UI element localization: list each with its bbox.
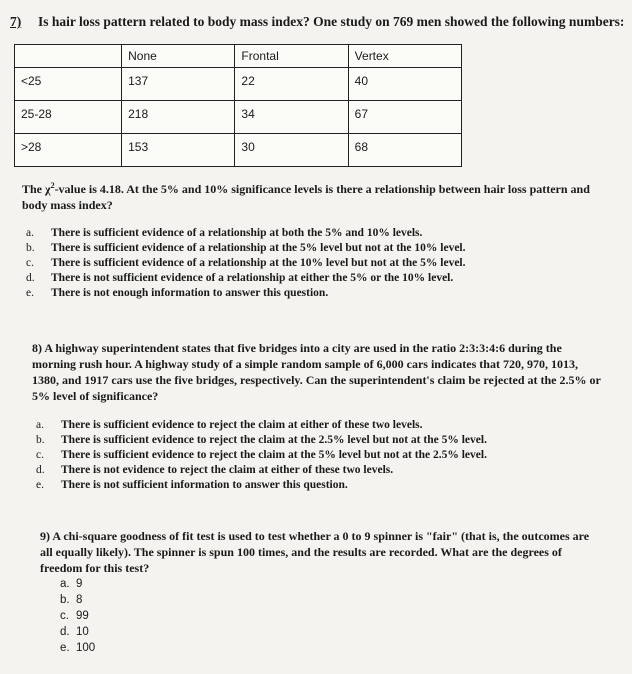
option-letter: c. — [60, 610, 69, 622]
option-text: There is sufficient evidence of a relationship at the 5% level but not at the 10% level. — [51, 242, 466, 254]
q8-option-a[interactable] — [36, 418, 487, 433]
q8-option-c[interactable] — [36, 448, 487, 463]
q8-question: 8) A highway superintendent states that five bridges into a city are used in the ratio 2:3:3:4:6 during the morning rush hour. A highway study of a simple random sample of 6,000 cars indicates that 720, 970, 1013, 1380, and 1917 cars use the five bridges, respectively. Can the superintendent's claim be rejected at the 2.5% or 5% level of significance? — [32, 341, 601, 403]
q7-option-d[interactable] — [26, 271, 466, 286]
table-cell: 218 — [122, 101, 235, 134]
q8-option-b[interactable] — [36, 433, 487, 448]
table-cell: 22 — [235, 68, 348, 101]
q7-number: 7) — [10, 14, 22, 29]
chi-exponent: 2 — [50, 181, 55, 190]
table-cell: 25-28 — [15, 101, 122, 134]
table-cell: 67 — [348, 101, 461, 134]
option-text: There is not evidence to reject the claim at either of these two levels. — [61, 464, 394, 476]
q7-statement — [22, 178, 614, 213]
q9-option-a[interactable] — [60, 576, 95, 592]
q7-heading — [10, 14, 624, 30]
option-letter: b. — [60, 594, 70, 606]
q9-option-e[interactable] — [60, 640, 95, 656]
table-header-cell: Frontal — [235, 45, 348, 68]
option-letter: e. — [26, 287, 34, 299]
table-cell: 137 — [122, 68, 235, 101]
q7-statement-lead: The — [22, 182, 46, 196]
table-row — [15, 134, 462, 167]
option-letter: a. — [36, 419, 44, 431]
q9-question: 9) A chi-square goodness of fit test is used to test whether a 0 to 9 spinner is "fair" (that is, the outcomes are all equally likely). The spinner is spun 100 times, and the results are recorded. What are the degrees of freedom for this test? — [40, 529, 590, 575]
q7-options — [26, 226, 466, 301]
option-letter: d. — [26, 272, 35, 284]
table-header-cell — [15, 45, 122, 68]
option-text: There is sufficient evidence of a relationship at both the 5% and 10% levels. — [51, 227, 423, 239]
table-row — [15, 101, 462, 134]
q9-options — [60, 576, 95, 656]
q9-option-d[interactable] — [60, 624, 95, 640]
q7-option-c[interactable] — [26, 256, 466, 271]
option-text: There is sufficient evidence of a relationship at the 10% level but not at the 5% level. — [51, 257, 466, 269]
option-text: There is sufficient evidence to reject the claim at the 5% level but not at the 2.5% level. — [61, 449, 487, 461]
table-cell: 30 — [235, 134, 348, 167]
table-cell: 34 — [235, 101, 348, 134]
option-letter: a. — [60, 578, 70, 590]
option-letter: d. — [60, 626, 70, 638]
q7-question: Is hair loss pattern related to body mass index? One study on 769 men showed the following numbers: — [38, 14, 625, 29]
q7-option-a[interactable] — [26, 226, 466, 241]
option-text: There is not enough information to answer this question. — [51, 287, 329, 299]
q7-option-e[interactable] — [26, 286, 466, 301]
q9-option-b[interactable] — [60, 592, 95, 608]
option-letter: c. — [36, 449, 44, 461]
q7-statement-rest: -value is 4.18. At the 5% and 10% significance levels is there a relationship between hair loss pattern and body mass index? — [22, 182, 590, 212]
q8-option-e[interactable] — [36, 478, 487, 493]
table-cell: 68 — [348, 134, 461, 167]
option-letter: c. — [26, 257, 34, 269]
q7-option-b[interactable] — [26, 241, 466, 256]
option-letter: e. — [36, 479, 44, 491]
option-text: 99 — [76, 610, 89, 622]
table-cell: 153 — [122, 134, 235, 167]
option-text: There is not sufficient information to answer this question. — [61, 479, 348, 491]
option-letter: a. — [26, 227, 34, 239]
table-header-cell: None — [122, 45, 235, 68]
option-letter: e. — [60, 642, 70, 654]
option-letter: b. — [36, 434, 45, 446]
option-letter: b. — [26, 242, 35, 254]
q7-table — [14, 44, 462, 167]
option-letter: d. — [36, 464, 45, 476]
option-text: 9 — [76, 578, 83, 590]
table-header-cell: Vertex — [348, 45, 461, 68]
q9-option-c[interactable] — [60, 608, 95, 624]
table-cell: >28 — [15, 134, 122, 167]
q8-options — [36, 418, 487, 493]
option-text: There is not sufficient evidence of a relationship at either the 5% or the 10% level. — [51, 272, 454, 284]
option-text: 8 — [76, 594, 83, 606]
option-text: There is sufficient evidence to reject the claim at either of these two levels. — [61, 419, 423, 431]
table-row — [15, 68, 462, 101]
option-text: There is sufficient evidence to reject the claim at the 2.5% level but not at the 5% level. — [61, 434, 487, 446]
option-text: 100 — [76, 642, 96, 654]
table-cell: <25 — [15, 68, 122, 101]
table-header-row — [15, 45, 462, 68]
option-text: 10 — [76, 626, 89, 638]
table-cell: 40 — [348, 68, 461, 101]
chi-symbol: χ — [45, 182, 51, 196]
q8-option-d[interactable] — [36, 463, 487, 478]
